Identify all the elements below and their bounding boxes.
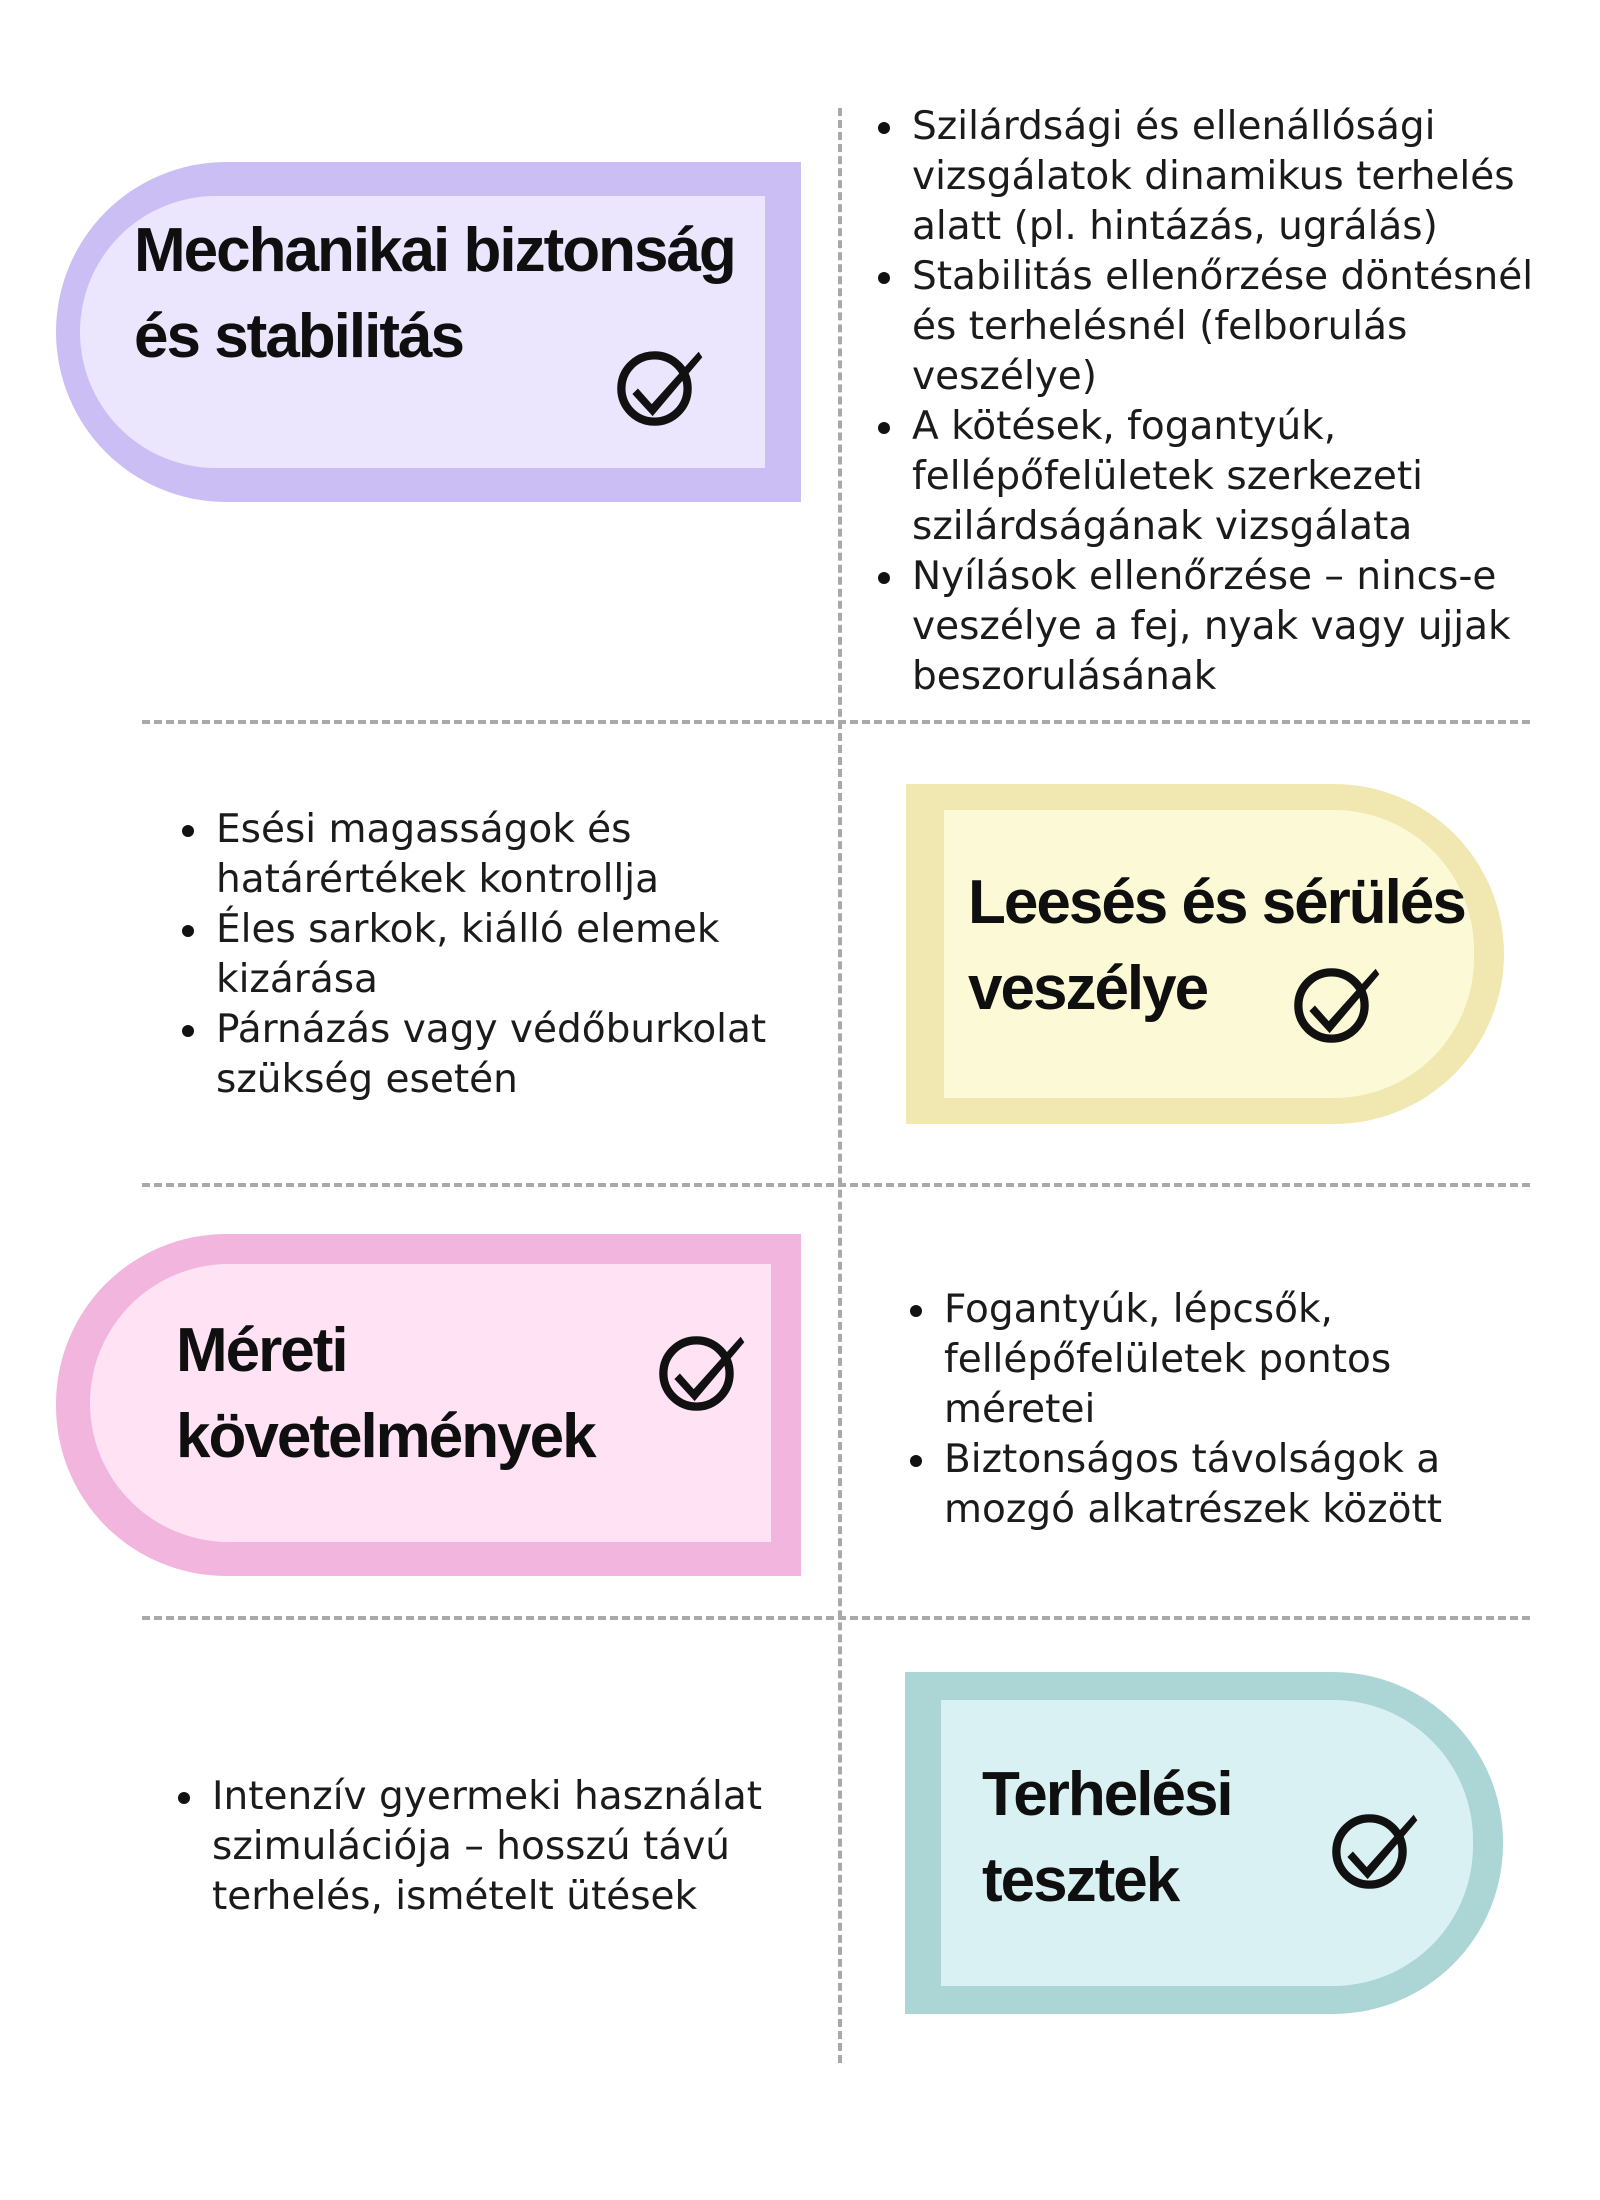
card-title-line2: és stabilitás <box>134 302 463 371</box>
list-item: A kötések, fogantyúk, fellépőfelületek szerkezeti szilárdságának vizsgálata <box>874 402 1564 552</box>
check-circle-icon <box>614 337 706 429</box>
bullet-list-mechanical <box>874 102 1564 702</box>
card-title <box>968 860 1465 1032</box>
horizontal-divider-3 <box>142 1616 1530 1620</box>
list-item: Párnázás vagy védőburkolat szükség esetén <box>178 1005 798 1105</box>
list-item: Nyílások ellenőrzése – nincs-e veszélye a fej, nyak vagy ujjak beszorulásának <box>874 552 1564 702</box>
card-title-line2: tesztek <box>982 1846 1179 1915</box>
list-item: Stabilitás ellenőrzése döntésnél és terhelésnél (felborulás veszélye) <box>874 252 1564 402</box>
bullet-list-falling <box>178 805 798 1105</box>
check-circle-icon <box>656 1322 748 1414</box>
card-title-line1: Leesés és sérülés <box>968 868 1465 937</box>
card-title-line1: Mechanikai biztonság <box>134 216 735 285</box>
card-title-line2: veszélye <box>968 954 1208 1023</box>
card-dimension-requirements <box>56 1234 801 1576</box>
list-item: Esési magasságok és határértékek kontrollja <box>178 805 798 905</box>
card-title-line1: Terhelési <box>982 1760 1232 1829</box>
bullet-list-load-tests <box>174 1772 814 1922</box>
check-circle-icon <box>1291 954 1383 1046</box>
list-item: Fogantyúk, lépcsők, fellépőfelületek pontos méretei <box>906 1285 1546 1435</box>
list-item: Biztonságos távolságok a mozgó alkatrészek között <box>906 1435 1546 1535</box>
vertical-divider <box>838 108 842 2063</box>
card-title <box>982 1752 1232 1924</box>
list-item: Éles sarkok, kiálló elemek kizárása <box>178 905 798 1005</box>
card-falling-hazard <box>906 784 1504 1124</box>
list-item: Intenzív gyermeki használat szimulációja – hosszú távú terhelés, ismételt ütések <box>174 1772 814 1922</box>
bullet-list-dimensions <box>906 1285 1546 1535</box>
horizontal-divider-1 <box>142 720 1530 724</box>
list-item: Szilárdsági és ellenállósági vizsgálatok dinamikus terhelés alatt (pl. hintázás, ugrálás) <box>874 102 1564 252</box>
card-title-line2: követelmények <box>176 1402 595 1471</box>
check-circle-icon <box>1329 1800 1421 1892</box>
card-title <box>176 1308 595 1480</box>
card-title-line1: Méreti <box>176 1316 347 1385</box>
card-load-tests <box>905 1672 1503 2014</box>
card-mechanical-safety <box>56 162 801 502</box>
horizontal-divider-2 <box>142 1183 1530 1187</box>
